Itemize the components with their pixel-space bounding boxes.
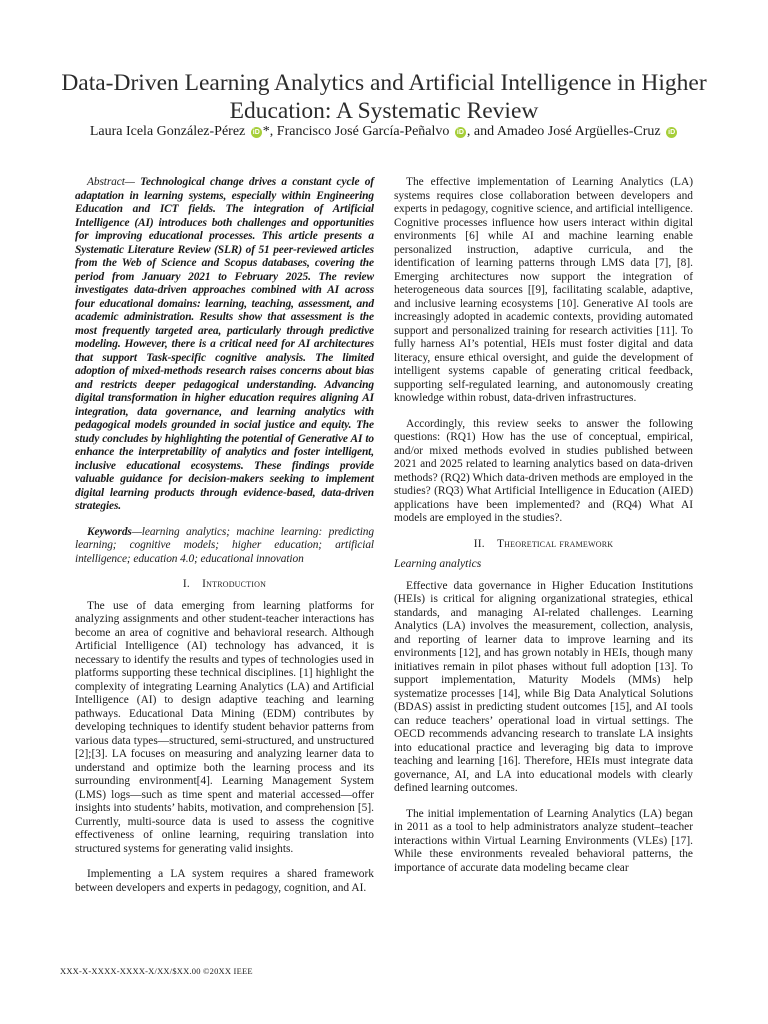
section-title-rest: ntroduction: [206, 578, 267, 590]
keywords-text: —learning analytics; machine learning: predicting learning; cognitive models; higher education; artificial intelligence; education 4.0; educational innovation: [75, 525, 374, 565]
author-3: , and Amadeo José Argüelles-Cruz: [466, 124, 661, 139]
orcid-icon[interactable]: iD: [456, 129, 464, 136]
author-list: [40, 123, 728, 141]
section-number: II.: [473, 537, 485, 550]
paragraph-data-governance: Effective data governance in Higher Education Institutions (HEIs) is critical for aligning organizational strategies, ethical standards, and managing AI-related challenges. Learning Analytics (LA) involves the measurement, collection, analysis, and reporting of learner data to improve learning and its environments [12], and has grown notably in HEIs, though many initiatives remain in pilot phases without full adoption [13]. To support implementation, Maturity Models (MMs) help systematize processes [14], while Big Data Analytical Solutions (BDAS) assist in predicting student outcomes [15], and AI tools can reduce teachers’ operational load in virtual settings. The OECD recommends advancing research to translate LA insights into educational practice and leveraging big data to improve teaching and learning [16]. Therefore, HEIs must integrate data governance, AI, and LA into educational models with clearly defined learning outcomes.: [394, 579, 693, 794]
orcid-icon[interactable]: iD: [668, 129, 676, 136]
section-heading-introduction: [75, 578, 374, 592]
section-title-initial: I: [202, 578, 207, 590]
subsection-heading-learning-analytics: Learning analytics: [394, 557, 482, 570]
abstract-label: Abstract—: [87, 176, 135, 188]
intro-paragraph-1: The use of data emerging from learning platforms for analyzing assignments and other student-teacher interactions has become an area of cognitive and behavioral research. Although Artificial Intelligence (AI) technology has advanced, it is necessary to identify the results and types of technologies used in platforms supporting these technical disciplines. [1] highlight the complexity of integrating Learning Analytics (LA) and Artificial Intelligence (AI) to design adaptive teaching and learning pathways. Educational Data Mining (EDM) contributes by developing techniques to identify student behavior patterns from various data types—structured, semi-structured, and unstructured [2];[3]. LA focuses on measuring and analyzing learner data to understand and optimize both the learning process and its surrounding environment[4]. Learning Management System (LMS) logs—such as time spent and material accessed—offer insights into students’ habits, motivation, and comprehension [5]. Currently, multi-source data is used to assess the cognitive effectiveness of online learning, requiring translation into structured systems for generating valid insights.: [75, 599, 374, 855]
section-heading-theoretical-framework: [394, 538, 693, 552]
left-column: [75, 176, 374, 895]
section-title-initial: T: [497, 537, 505, 550]
section-number: I.: [182, 578, 190, 590]
paragraph-research-questions: Accordingly, this review seeks to answer the following questions: (RQ1) How has the use of conceptual, empirical, and/or mixed methods evolved in studies published between 2021 and 2025 related to learning analytics based on data-driven methods? (RQ2) Which data-driven methods are employed in the studies? (RQ3) What Artificial Intelligence in Education (AIED) applications have been implemented? and (RQ4) What AI models are employed in the studies?.: [394, 417, 693, 524]
section-title-rest: heoretical framework: [504, 537, 614, 550]
paragraph-la-history: The initial implementation of Learning Analytics (LA) began in 2011 as a tool to help administrators analyze student–teacher interactions within Virtual Learning Environments (VLEs) [17]. While these environments revealed behavioral patterns, the importance of accurate data modeling became clear: [394, 807, 693, 874]
author-1: Laura Icela González-Pérez: [89, 124, 246, 139]
copyright-footer: XXX-X-XXXX-XXXX-X/XX/$XX.00 ©20XX IEEE: [60, 966, 253, 976]
abstract: [75, 176, 374, 514]
keywords: [75, 526, 374, 567]
right-column: [394, 176, 693, 875]
paragraph-la-implementation: The effective implementation of Learning Analytics (LA) systems requires close collaboration between developers and experts in pedagogy, cognitive science, and artificial intelligence. Cognitive processes influence how users interact within digital environments [6] while AI and machine learning enable personalized instruction, adaptive curricula, and the identification of learning patterns through LMS data [7], [8]. Emerging architectures now support the integration of heterogeneous data sources [[9], facilitating scalable, adaptive, and inclusive learning ecosystems [10]. Generative AI tools are increasingly adopted in academic contexts, providing automated support and personalized training for research activities [11]. To fully harness AI’s potential, HEIs must foster digital and data literacy, ensure ethical oversight, and guide the development of intelligent systems capable of generating critical feedback, supporting self-regulated learning, and autonomously creating knowledge within robust, data-driven infrastructures.: [394, 176, 693, 404]
title-line-2: Education: A Systematic Review: [229, 98, 539, 124]
abstract-text: Technological change drives a constant cycle of adaptation in learning systems, especially within Engineering Education and ICT fields. The integration of Artificial Intelligence (AI) introduces both challenges and opportunities for improving educational processes. This article presents a Systematic Literature Review (SLR) of 51 peer-reviewed articles from the Web of Science and Scopus databases, covering the period from January 2021 to February 2025. The review investigates data-driven approaches combined with AI across four educational domains: learning, teaching, assessment, and academic administration. Results show that assessment is the most frequently targeted area, particularly through predictive modeling. However, there is a critical need for AI architectures that support Task-specific cognitive analysis. The limited adoption of mixed-methods research raises concerns about bias and restricts deeper pedagogical understanding. Advancing digital transformation in higher education requires aligning AI integration, data governance, and learning analytics with pedagogical models grounded in social justice and equity. The study concludes by highlighting the potential of Generative AI to enhance the interpretability of analytics and foster intelligent, inclusive educational ecosystems. These findings provide valuable guidance for decision-makers seeking to implement digital learning products through evidence-based, data-driven strategies.: [75, 176, 374, 512]
corresponding-author-mark: *: [262, 124, 270, 139]
intro-paragraph-2: Implementing a LA system requires a shared framework between developers and experts in pedagogy, cognition, and AI.: [75, 868, 374, 894]
author-2: , Francisco José García-Peñalvo: [269, 124, 450, 139]
keywords-label: Keywords: [87, 525, 132, 538]
paper-title: [40, 69, 728, 125]
orcid-icon[interactable]: iD: [252, 129, 260, 136]
title-line-1: Data-Driven Learning Analytics and Artificial Intelligence in Higher: [61, 70, 707, 96]
